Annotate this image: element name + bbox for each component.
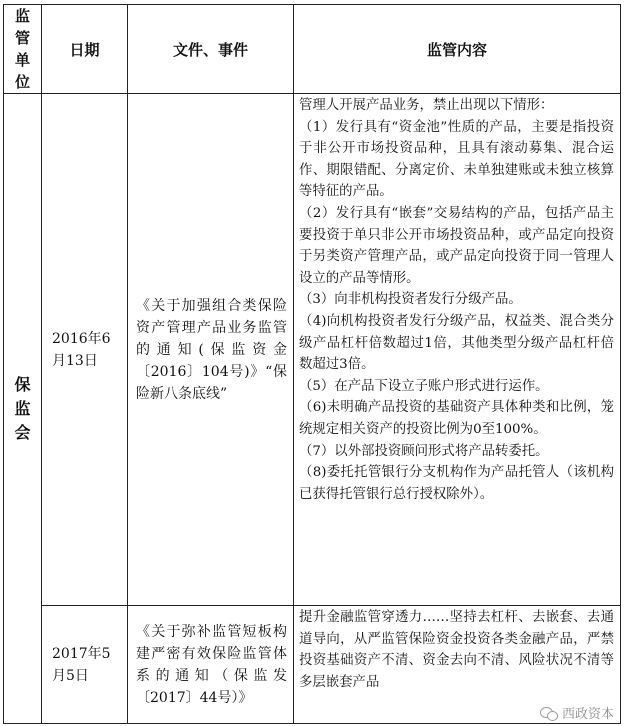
table-row	[4, 606, 621, 724]
header-content: 监管内容	[294, 5, 621, 94]
regulation-table	[3, 4, 621, 724]
org-char: 监	[14, 398, 31, 418]
header-org-char: 单	[14, 51, 30, 69]
document-cell: 《关于加强组合类保险资产管理产品业务监管的通知(保监资金〔2016〕104号)》“保险新八条底线”	[128, 94, 294, 606]
content-item: （4)向机构投资者发行分级产品，权益类、混合类分级产品杠杆倍数超过1倍，其他类型分级产品杠杆倍数超过3倍。	[299, 313, 614, 373]
content-item: （6)未明确产品投资的基础资产具体种类和比例，笼统规定相关资产的投资比例为0至100%。	[299, 400, 614, 437]
wechat-icon	[540, 706, 558, 720]
org-cell	[4, 94, 42, 724]
header-org-char: 管	[14, 29, 30, 47]
content-item: 提升金融监管穿透力……坚持去杠杆、去嵌套、去通道导向，从严监管保险资金投资各类金融产品，严禁投资基础资产不清、资金去向不清、风险状况不清等多层嵌套产品	[299, 610, 614, 690]
table-row	[4, 94, 621, 606]
header-org	[4, 5, 42, 94]
date-cell: 2016年6月13日	[42, 94, 128, 606]
document-cell: 《关于弥补监管短板构建严密有效保险监管体系的通知（保监发〔2017〕44号）》	[128, 606, 294, 724]
org-char: 保	[14, 374, 31, 394]
header-date: 日期	[42, 5, 128, 94]
header-row	[4, 5, 621, 94]
content-item: （2）发行具有“嵌套”交易结构的产品，包括产品主要投资于单只非公开市场投资品种，或产品定向投资于另类资产管理产品，或产品定向投资于同一管理人设立的产品等情形。	[299, 205, 614, 286]
date-cell: 2017年5月5日	[42, 606, 128, 724]
content-item: （7）以外部投资顾问形式将产品转委托。	[299, 443, 549, 459]
watermark	[540, 703, 614, 722]
header-doc: 文件、事件	[128, 5, 294, 94]
watermark-text: 西政资本	[561, 707, 614, 722]
content-item: （3）向非机构投资者发行分级产品。	[299, 292, 522, 308]
content-item: （8)委托托管银行分支机构作为产品托管人（该机构已获得托管银行总行授权除外）。	[299, 465, 614, 502]
org-char: 会	[14, 422, 31, 442]
header-org-char: 位	[14, 73, 30, 91]
content-item: （1）发行具有“资金池”性质的产品，主要是指投资于非公开市场投资品种，且具有滚动募集、混合运作、期限错配、分离定价、未单独建账或未独立核算等特征的产品。	[299, 119, 614, 200]
header-org-char: 监	[14, 7, 30, 25]
content-item: （5）在产品下设立子账户形式进行运作。	[299, 378, 549, 394]
content-cell	[294, 94, 621, 606]
content-intro: 管理人开展产品业务，禁止出现以下情形：	[299, 98, 554, 113]
